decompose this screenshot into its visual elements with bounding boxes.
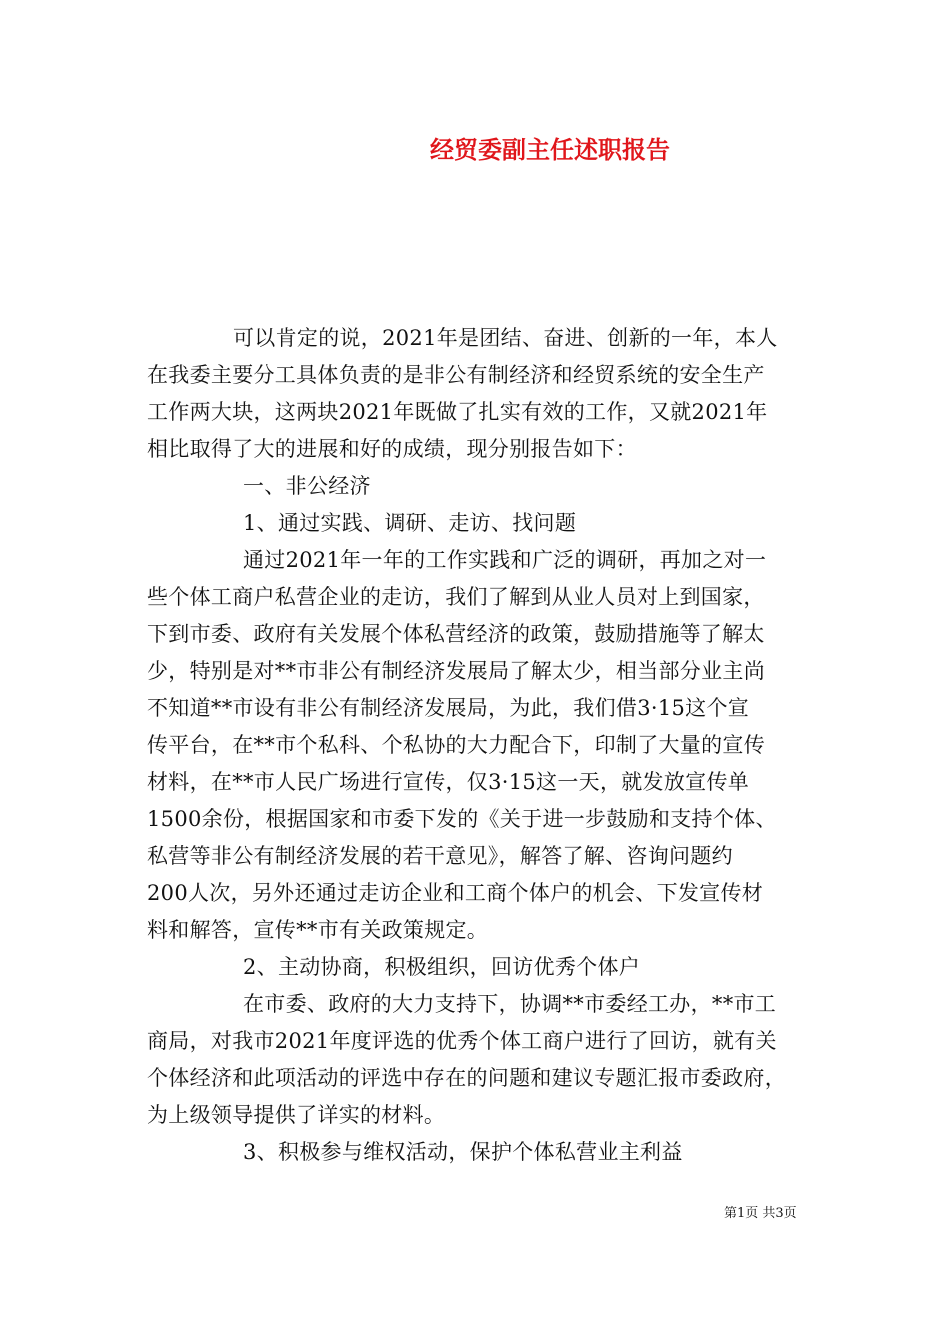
body-line: 3、积极参与维权活动，保护个体私营业主利益 [243,1140,683,1164]
body-line: 传平台，在**市个私科、个私协的大力配合下，印制了大量的宣传 [147,733,765,757]
body-line: 在我委主要分工具体负责的是非公有制经济和经贸系统的安全生产 [147,363,765,387]
document-body [147,320,807,1171]
body-line: 为上级领导提供了详实的材料。 [147,1103,446,1127]
body-line: 个体经济和此项活动的评选中存在的问题和建议专题汇报市委政府， [147,1066,786,1090]
body-line: 一、非公经济 [243,474,371,498]
body-line: 1500余份，根据国家和市委下发的《关于进一步鼓励和支持个体、 [147,807,777,831]
page-number: 第1页 共3页 [724,1206,797,1221]
body-line: 少，特别是对**市非公有制经济发展局了解太少，相当部分业主尚 [147,659,765,683]
body-line: 料和解答，宣传**市有关政策规定。 [147,918,489,942]
body-line: 1、通过实践、调研、走访、找问题 [243,511,577,535]
body-line: 2、主动协商，积极组织，回访优秀个体户 [243,955,641,979]
body-line: 工作两大块，这两块2021年既做了扎实有效的工作，又就2021年 [147,400,768,424]
body-line: 在市委、政府的大力支持下，协调**市委经工办，**市工 [243,992,777,1016]
body-line: 私营等非公有制经济发展的若干意见》，解答了解、咨询问题约 [147,844,733,868]
body-line: 可以肯定的说，2021年是团结、奋进、创新的一年，本人 [233,326,778,350]
body-line: 不知道**市设有非公有制经济发展局，为此，我们借3·15这个宣 [147,696,750,720]
document-title: 经贸委副主任述职报告 [430,135,670,164]
body-line: 商局，对我市2021年度评选的优秀个体工商户进行了回访，就有关 [147,1029,777,1053]
body-line: 下到市委、政府有关发展个体私营经济的政策，鼓励措施等了解太 [147,622,765,646]
body-line: 些个体工商户私营企业的走访，我们了解到从业人员对上到国家， [147,585,765,609]
body-line: 通过2021年一年的工作实践和广泛的调研，再加之对一 [243,548,767,572]
body-line: 材料，在**市人民广场进行宣传，仅3·15这一天，就发放宣传单 [147,770,750,794]
body-line: 相比取得了大的进展和好的成绩，现分别报告如下： [147,437,637,461]
body-line: 200人次，另外还通过走访企业和工商个体户的机会、下发宣传材 [147,881,764,905]
